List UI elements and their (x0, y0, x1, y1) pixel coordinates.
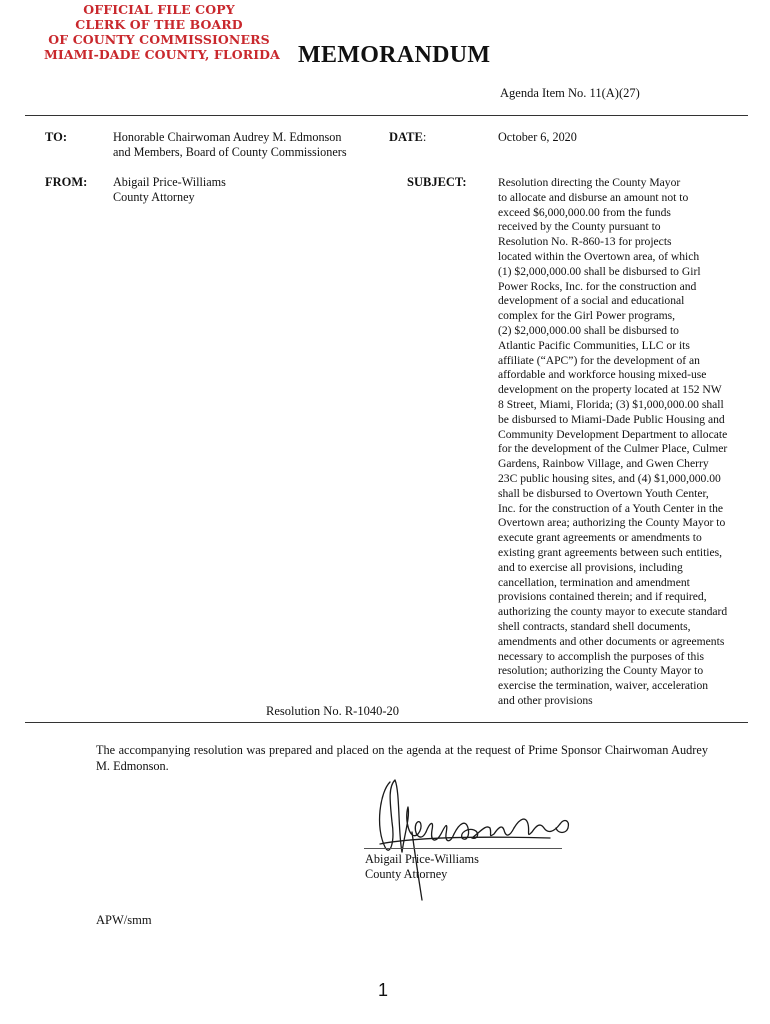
to-recipient-line: Honorable Chairwoman Audrey M. Edmonson (113, 130, 342, 144)
to-recipient (113, 130, 347, 160)
stamp-line: OFFICIAL FILE COPY (83, 2, 235, 17)
agenda-item-number: Agenda Item No. 11(A)(27) (500, 86, 640, 100)
official-file-copy-stamp (44, 2, 280, 62)
date-label (389, 130, 426, 145)
stamp-line: OF COUNTY COMMISSIONERS (48, 32, 270, 47)
to-recipient-line: and Members, Board of County Commissioners (113, 145, 347, 159)
to-label: TO: (45, 130, 67, 144)
header-top-rule (25, 115, 748, 116)
page-number: 1 (378, 980, 389, 1000)
typist-initials: APW/smm (96, 913, 152, 927)
from-sender-line: County Attorney (113, 190, 195, 204)
signature-title: County Attorney (365, 867, 448, 881)
stamp-line: MIAMI-DADE COUNTY, FLORIDA (44, 47, 280, 62)
resolution-number: Resolution No. R-1040-20 (266, 704, 399, 718)
header-bottom-rule (25, 722, 748, 723)
signature-name: Abigail Price-Williams (365, 852, 479, 866)
date-label-colon: : (422, 130, 427, 144)
from-sender (113, 175, 226, 205)
from-sender-line: Abigail Price-Williams (113, 175, 226, 189)
from-label: FROM: (45, 175, 88, 189)
signature-block (365, 852, 479, 882)
body-paragraph: The accompanying resolution was prepared and placed on the agenda at the request of Prime Sponsor Chairwoman Audrey M. Edmonson. (96, 743, 708, 773)
subject-text: Resolution directing the County Mayor to allocate and disburse an amount not to exceed $6,000,000.00 from the funds received by the County pursuant to Resolution No. R-860-13 for projects located within the Overtown area, of which (1) $2,000,000.00 shall be disbursed to Girl Power Rocks, Inc. for the construction and development of a social and educational complex for the Girl Power programs, (2) $2,000,000.00 shall be disbursed to Atlantic Pacific Communities, LLC or its affiliate (“APC”) for the development of an affordable and workforce housing mixed-use development on the property located at 152 NW 8 Street, Miami, Florida; (3) $1,000,000.00 shall be disbursed to Miami-Dade Public Housing and Community Development Department to allocate for the development of the Culmer Place, Culmer Gardens, Rainbow Village, and Gwen Cherry 23C public housing sites, and (4) $1,000,000.00 shall be disbursed to Overtown Youth Center, Inc. for the construction of a Youth Center in the Overtown area; authorizing the County Mayor to execute grant agreements or amendments to existing grant agreements between such entities, and to exercise all provisions, including cancellation, termination and amendment provisions contained therein; and if required, authorizing the county mayor to execute standard shell contracts, standard shell documents, amendments and other documents or agreements necessary to accomplish the purposes of this resolution; authorizing the County Mayor to exercise the termination, waiver, acceleration and other provisions (498, 176, 728, 707)
memo-title: MEMORANDUM (298, 42, 491, 68)
stamp-line: CLERK OF THE BOARD (75, 17, 243, 32)
subject-label: SUBJECT: (407, 175, 467, 189)
signature-line (364, 848, 562, 849)
date-value: October 6, 2020 (498, 130, 577, 144)
date-label-text: DATE (389, 130, 423, 144)
handwritten-signature (350, 772, 580, 902)
